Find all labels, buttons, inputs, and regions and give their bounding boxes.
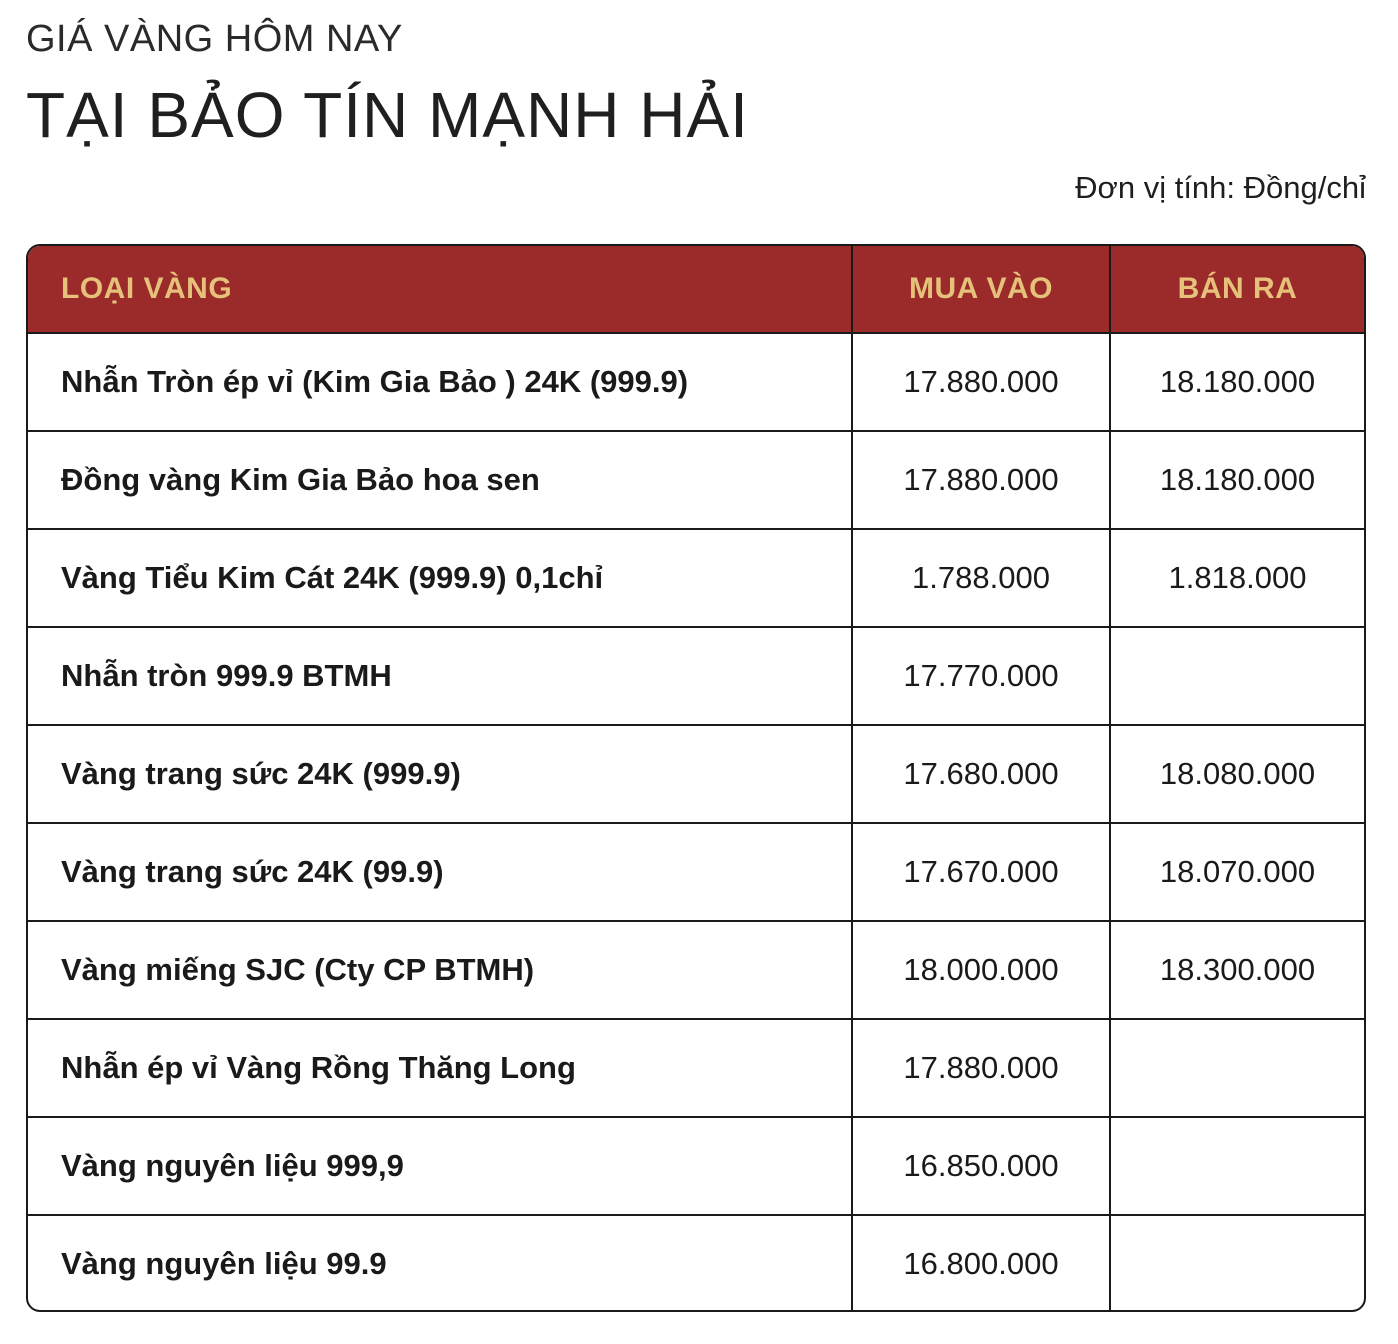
column-header-type: LOẠI VÀNG xyxy=(61,272,233,305)
gold-type: Vàng nguyên liệu 999,9 xyxy=(61,1148,404,1183)
table-row xyxy=(28,430,1364,528)
gold-type: Vàng nguyên liệu 99.9 xyxy=(61,1246,387,1281)
page-subtitle: GIÁ VÀNG HÔM NAY xyxy=(26,18,403,60)
sell-price xyxy=(1109,1118,1364,1214)
buy-price: 17.680.000 xyxy=(851,726,1109,822)
column-header-sell: BÁN RA xyxy=(1109,246,1364,332)
table-row xyxy=(28,1116,1364,1214)
gold-type: Vàng trang sức 24K (999.9) xyxy=(61,756,461,791)
gold-type: Nhẫn ép vỉ Vàng Rồng Thăng Long xyxy=(61,1050,576,1085)
sell-price: 18.300.000 xyxy=(1109,922,1364,1018)
table-row xyxy=(28,1214,1364,1312)
buy-price: 1.788.000 xyxy=(851,530,1109,626)
sell-price xyxy=(1109,1020,1364,1116)
buy-price: 17.880.000 xyxy=(851,432,1109,528)
sell-price: 18.080.000 xyxy=(1109,726,1364,822)
table-row xyxy=(28,626,1364,724)
gold-type: Vàng trang sức 24K (99.9) xyxy=(61,854,444,889)
buy-price: 17.770.000 xyxy=(851,628,1109,724)
sell-price xyxy=(1109,628,1364,724)
table-header-row xyxy=(28,246,1364,332)
buy-price: 17.670.000 xyxy=(851,824,1109,920)
table-row xyxy=(28,920,1364,1018)
gold-type: Vàng miếng SJC (Cty CP BTMH) xyxy=(61,952,535,987)
buy-price: 18.000.000 xyxy=(851,922,1109,1018)
sell-price: 18.180.000 xyxy=(1109,334,1364,430)
gold-price-table xyxy=(26,244,1366,1312)
gold-type: Đồng vàng Kim Gia Bảo hoa sen xyxy=(61,462,540,497)
buy-price: 17.880.000 xyxy=(851,334,1109,430)
sell-price: 1.818.000 xyxy=(1109,530,1364,626)
gold-type: Nhẫn tròn 999.9 BTMH xyxy=(61,658,392,693)
sell-price: 18.180.000 xyxy=(1109,432,1364,528)
table-row xyxy=(28,528,1364,626)
gold-type: Vàng Tiểu Kim Cát 24K (999.9) 0,1chỉ xyxy=(61,560,604,595)
buy-price: 16.800.000 xyxy=(851,1216,1109,1312)
gold-type: Nhẫn Tròn ép vỉ (Kim Gia Bảo ) 24K (999.9) xyxy=(61,364,689,399)
table-row xyxy=(28,332,1364,430)
sell-price xyxy=(1109,1216,1364,1312)
buy-price: 16.850.000 xyxy=(851,1118,1109,1214)
buy-price: 17.880.000 xyxy=(851,1020,1109,1116)
table-row xyxy=(28,1018,1364,1116)
table-row xyxy=(28,724,1364,822)
unit-label: Đơn vị tính: Đồng/chỉ xyxy=(1075,170,1366,205)
table-row xyxy=(28,822,1364,920)
column-header-buy: MUA VÀO xyxy=(851,246,1109,332)
sell-price: 18.070.000 xyxy=(1109,824,1364,920)
page-title: TẠI BẢO TÍN MẠNH HẢI xyxy=(26,79,749,151)
